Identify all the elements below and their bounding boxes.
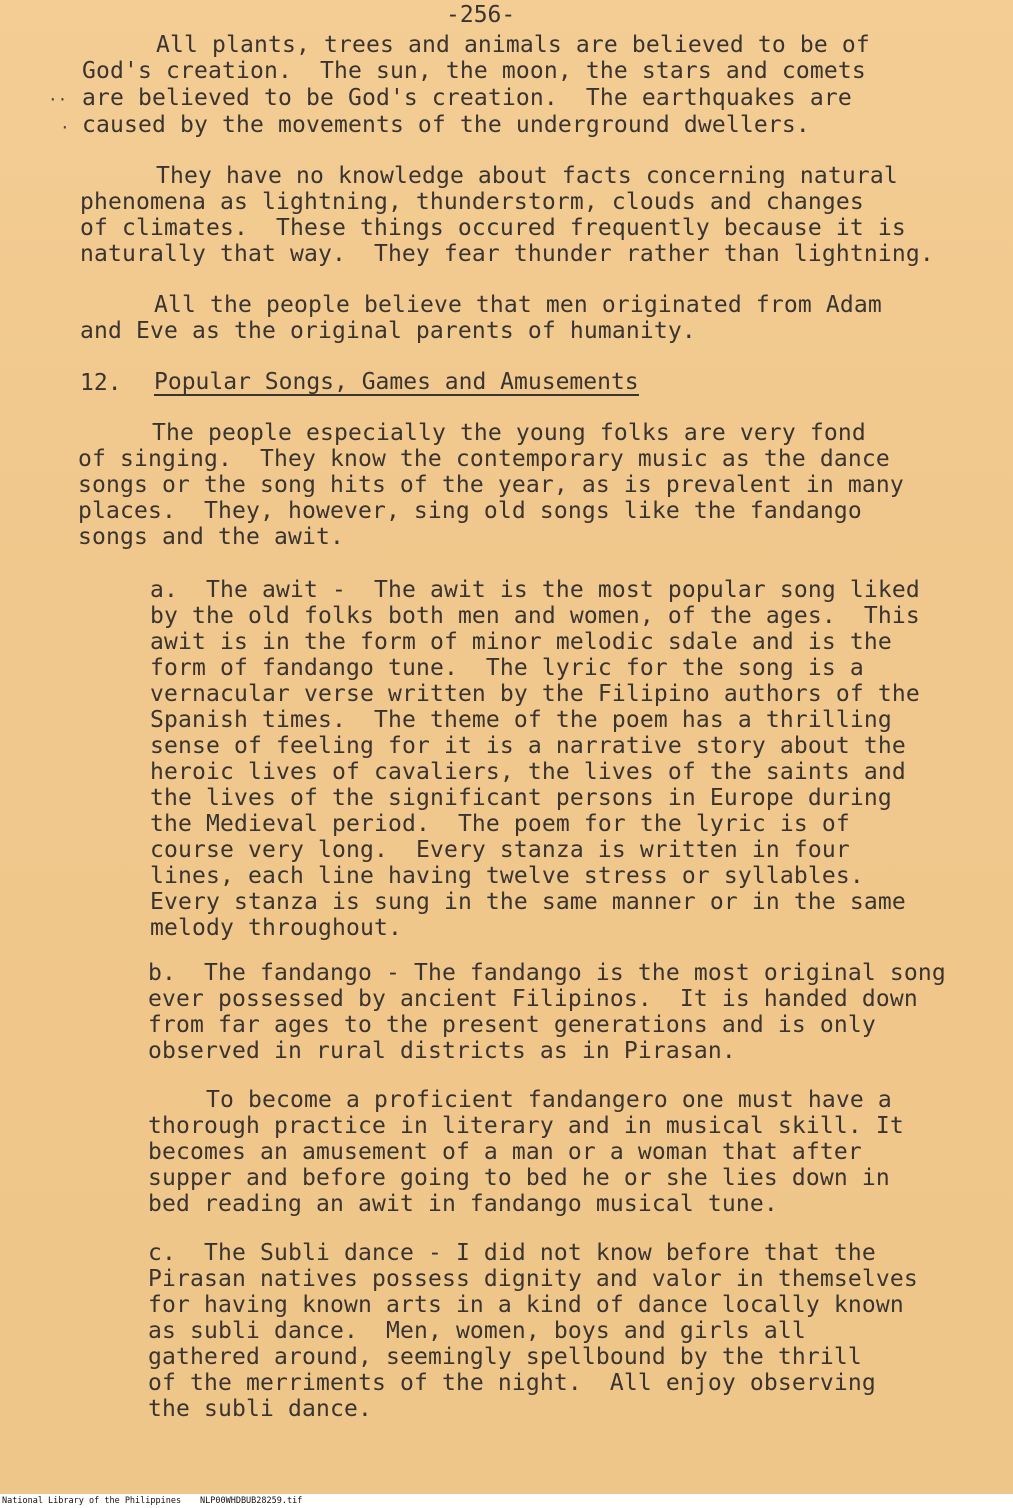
- text-line: lines, each line having twelve stress or syllables.: [150, 863, 864, 889]
- text-line: and Eve as the original parents of humanity.: [80, 318, 696, 344]
- text-line: observed in rural districts as in Pirasan.: [148, 1038, 736, 1064]
- text-line: Every stanza is sung in the same manner or in the same: [150, 889, 906, 915]
- text-line: course very long. Every stanza is written in four: [150, 837, 850, 863]
- text-line: of the merriments of the night. All enjoy observing: [148, 1370, 876, 1396]
- text-line: b. The fandango - The fandango is the most original song: [148, 960, 946, 986]
- text-line: songs or the song hits of the year, as is prevalent in many: [78, 472, 904, 498]
- text-line: the lives of the significant persons in Europe during: [150, 785, 892, 811]
- text-line: the subli dance.: [148, 1396, 372, 1422]
- footer-filename: NLP00WHDBUB28259.tif: [200, 1496, 303, 1506]
- text-line: heroic lives of cavaliers, the lives of the saints and: [150, 759, 906, 785]
- page-number: -256-: [446, 2, 516, 28]
- section-number: 12.: [80, 370, 122, 396]
- text-line: phenomena as lightning, thunderstorm, clouds and changes: [80, 189, 864, 215]
- text-line: of climates. These things occured frequently because it is: [80, 215, 906, 241]
- text-line: becomes an amusement of a man or a woman that after: [148, 1139, 862, 1165]
- text-line: awit is in the form of minor melodic sdale and is the: [150, 629, 892, 655]
- text-line: All the people believe that men originated from Adam: [154, 292, 882, 318]
- text-line: They have no knowledge about facts concerning natural: [156, 163, 898, 189]
- text-line: form of fandango tune. The lyric for the song is a: [150, 655, 864, 681]
- text-line: as subli dance. Men, women, boys and girls all: [148, 1318, 806, 1344]
- text-line: Pirasan natives possess dignity and valor in themselves: [148, 1266, 918, 1292]
- text-line: songs and the awit.: [78, 524, 344, 550]
- text-line: thorough practice in literary and in musical skill. It: [148, 1113, 904, 1139]
- section-title: Popular Songs, Games and Amusements: [154, 369, 639, 395]
- text-line: melody throughout.: [150, 915, 402, 941]
- text-line: places. They, however, sing old songs like the fandango: [78, 498, 862, 524]
- text-line: for having known arts in a kind of dance locally known: [148, 1292, 904, 1318]
- text-line: a. The awit - The awit is the most popular song liked: [150, 577, 920, 603]
- text-line: bed reading an awit in fandango musical tune.: [148, 1191, 778, 1217]
- text-line: To become a proficient fandangero one must have a: [206, 1087, 892, 1113]
- text-line: God's creation. The sun, the moon, the stars and comets: [82, 58, 866, 84]
- text-line: All plants, trees and animals are believed to be of: [156, 32, 870, 58]
- footer-library: National Library of the Philippines: [2, 1496, 182, 1506]
- margin-mark: ··: [48, 90, 68, 109]
- text-line: caused by the movements of the underground dwellers.: [82, 112, 810, 138]
- text-line: The people especially the young folks are very fond: [152, 420, 866, 446]
- text-line: by the old folks both men and women, of the ages. This: [150, 603, 920, 629]
- text-line: naturally that way. They fear thunder rather than lightning.: [80, 241, 934, 267]
- text-line: supper and before going to bed he or she lies down in: [148, 1165, 890, 1191]
- text-line: are believed to be God's creation. The earthquakes are: [82, 85, 852, 111]
- text-line: c. The Subli dance - I did not know before that the: [148, 1240, 876, 1266]
- text-line: ever possessed by ancient Filipinos. It is handed down: [148, 986, 918, 1012]
- text-line: of singing. They know the contemporary music as the dance: [78, 446, 890, 472]
- text-line: vernacular verse written by the Filipino authors of the: [150, 681, 920, 707]
- text-line: Spanish times. The theme of the poem has a thrilling: [150, 707, 892, 733]
- text-line: the Medieval period. The poem for the lyric is of: [150, 811, 850, 837]
- text-line: from far ages to the present generations and is only: [148, 1012, 876, 1038]
- text-line: gathered around, seemingly spellbound by the thrill: [148, 1344, 862, 1370]
- text-line: sense of feeling for it is a narrative story about the: [150, 733, 906, 759]
- margin-mark: ·: [60, 118, 70, 137]
